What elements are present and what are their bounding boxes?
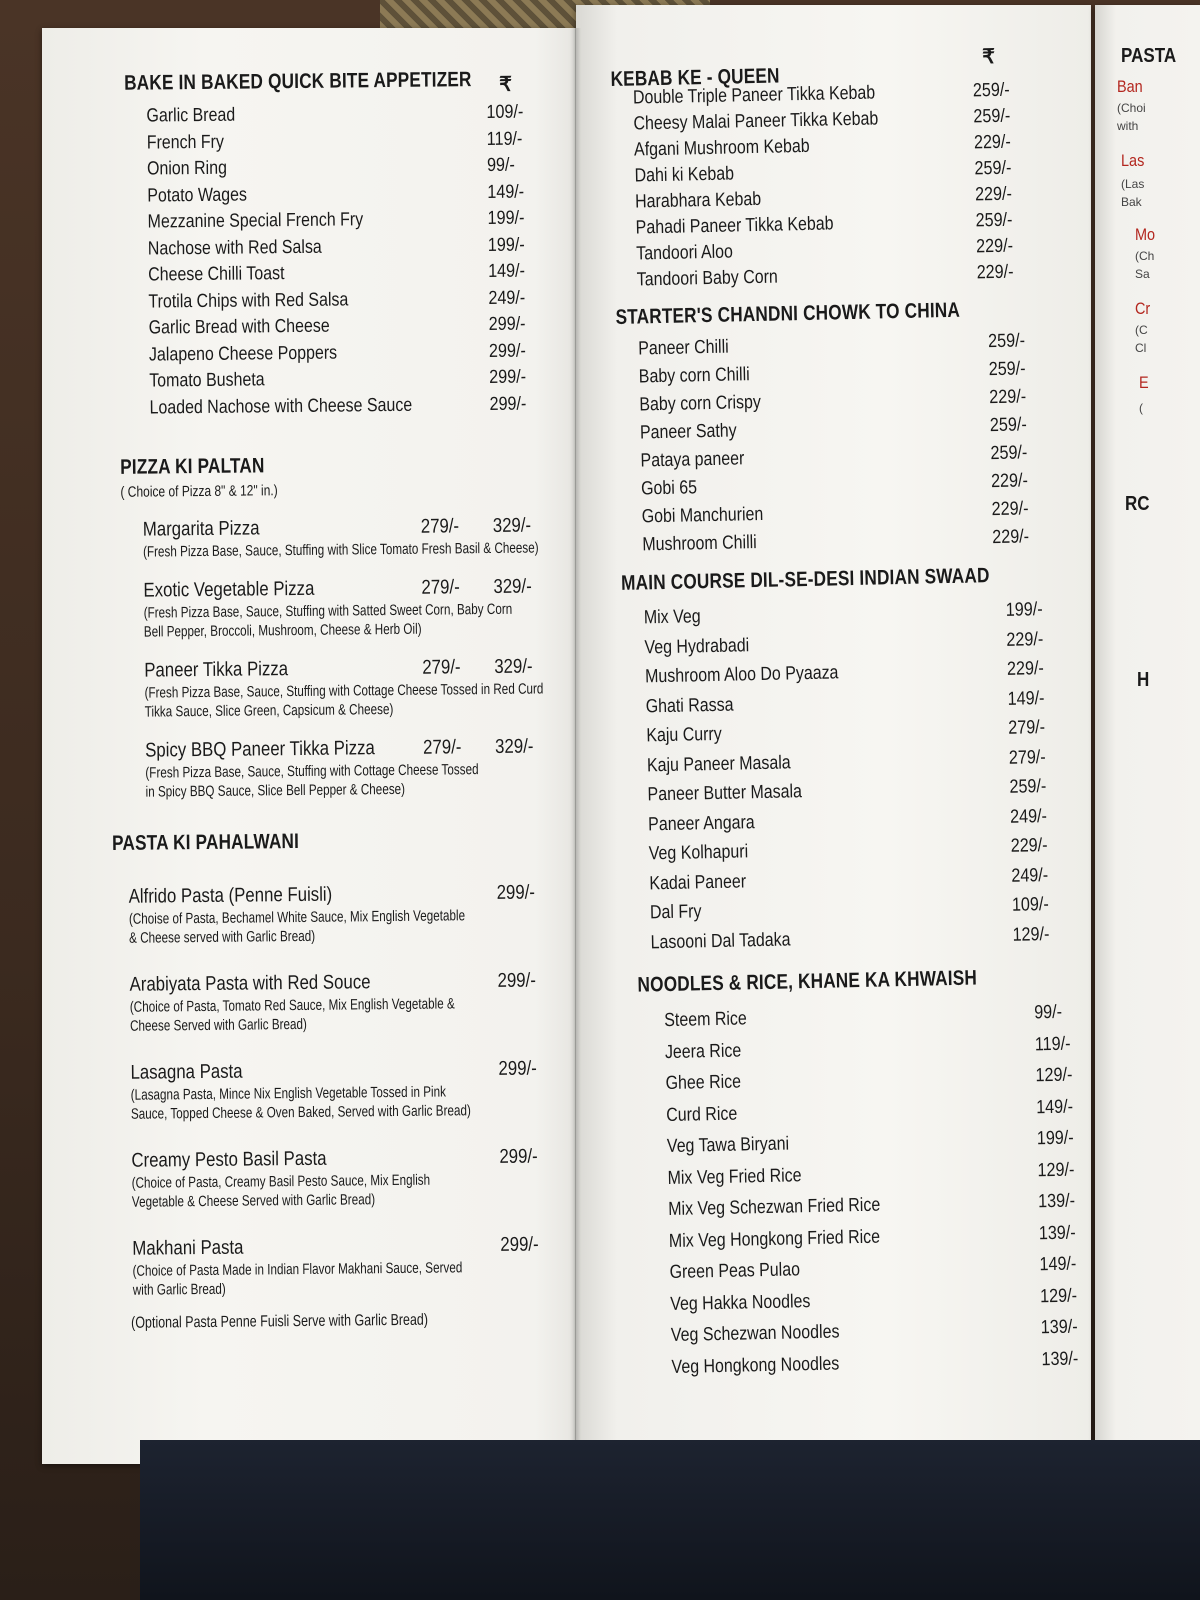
noodles-rice-item-price: 139/- [1041,1347,1079,1370]
kebab-item-name: Tandoori Baby Corn [636,266,779,291]
pasta-item-price: 299/- [498,1057,537,1080]
lap-cloth [140,1440,1200,1600]
section-title-pizza: PIZZA KI PALTAN [120,454,265,479]
noodles-rice-item-name: Veg Hakka Noodles [670,1290,811,1315]
main-course-item-price: 149/- [1007,687,1045,710]
main-course-item-name: Veg Hydrabadi [644,634,750,658]
noodles-rice-item-name: Veg Tawa Biryani [666,1133,790,1158]
starter-list [616,326,1111,560]
kebab-item-price: 229/- [973,131,1012,154]
main-course-item-name: Paneer Butter Masala [647,781,803,806]
pasta-item-name: Lasagna Pasta [130,1060,243,1084]
pasta-item-name: Arabiyata Pasta with Red Souce [129,971,371,996]
far-page-fragment: (C [1135,323,1148,337]
main-course-item-name: Ghati Rassa [645,694,734,717]
noodles-rice-item-name: Veg Hongkong Noodles [671,1352,840,1378]
noodles-rice-item-name: Ghee Rice [665,1071,742,1095]
appetizer-item-price: 119/- [486,128,523,150]
appetizer-item-name: French Fry [146,131,225,154]
starter-item-name: Mushroom Chilli [642,532,757,556]
rupee-icon-right: ₹ [981,45,996,69]
appetizer-item-price: 99/- [486,154,515,176]
kebab-item-name: Tandoori Aloo [636,241,734,265]
noodles-rice-item-price: 199/- [1036,1127,1074,1150]
starter-item-name: Paneer Chilli [638,336,729,360]
appetizer-item-price: 199/- [487,234,525,256]
appetizer-item-name: Garlic Bread [146,104,236,127]
starter-item-price: 229/- [989,386,1027,409]
pizza-item-description: in Spicy BBQ Sauce, Slice Bell Pepper & Cheese) [145,780,406,801]
main-course-item-name: Mushroom Aloo Do Pyaaza [644,662,839,688]
appetizer-item-price: 199/- [487,207,525,229]
pizza-price-large: 329/- [493,575,532,598]
far-page-fragment: Mo [1135,225,1156,244]
pizza-item-description: (Fresh Pizza Base, Sauce, Stuffing with Cottage Cheese Tossed [145,761,479,782]
pasta-item-description: Vegetable & Cheese Served with Garlic Bread) [131,1191,376,1211]
appetizer-item-price: 149/- [488,260,526,282]
appetizer-item-name: Tomato Busheta [149,369,265,392]
pizza-item-description: (Fresh Pizza Base, Sauce, Stuffing with Cottage Cheese Tossed in Red Curd [144,680,544,702]
kebab-item-name: Double Triple Paneer Tikka Kebab [632,82,876,109]
main-course-item-price: 249/- [1011,864,1049,887]
section-title-pasta: PASTA KI PAHALWANI [111,830,300,855]
pasta-item-description: & Cheese served with Garlic Bread) [129,927,316,947]
noodles-rice-item-price: 149/- [1035,1096,1074,1118]
main-course-item-price: 199/- [1005,599,1043,621]
main-course-item-name: Lasooni Dal Tadaka [650,928,791,953]
noodles-rice-item-price: 139/- [1038,1222,1076,1244]
pasta-item [113,879,574,948]
appetizer-item-name: Jalapeno Cheese Poppers [148,342,338,366]
pizza-item-description: (Fresh Pizza Base, Sauce, Stuffing with Satted Sweet Corn, Baby Corn [143,600,513,622]
appetizer-item-name: Onion Ring [146,157,227,180]
kebab-item-name: Afgani Mushroom Kebab [633,135,810,161]
pizza-list [121,512,584,802]
starter-item-name: Gobi 65 [640,477,698,500]
appetizer-item-price: 249/- [488,287,526,309]
main-course-item-price: 229/- [1006,658,1045,680]
noodles-rice-item-price: 139/- [1040,1316,1078,1339]
pizza-price-small: 279/- [422,656,461,679]
main-course-item-price: 229/- [1006,628,1044,651]
kebab-item-price: 229/- [974,183,1013,206]
far-page-fragment: Cr [1135,299,1151,318]
starter-item-name: Baby corn Crispy [639,391,762,416]
far-page-fragment: (Choi [1117,101,1146,115]
pizza-price-small: 279/- [422,736,462,759]
appetizer-item-price: 299/- [488,313,526,335]
pasta-item-name: Alfrido Pasta (Penne Fuisli) [128,883,333,908]
far-page-fragment: RC [1125,493,1150,515]
appetizer-item-price: 299/- [489,393,527,415]
starter-item-price: 259/- [988,358,1026,381]
pizza-item-description: Bell Pepper, Broccoli, Mushroom, Cheese & Herb Oil) [143,620,422,641]
pizza-item [122,653,583,722]
far-page-fragment: (Las [1121,177,1145,191]
pasta-item-description: (Lasagna Pasta, Mince Nix English Vegetable Tossed in Pink [130,1083,447,1104]
pasta-item-name: Creamy Pesto Basil Pasta [131,1147,327,1172]
appetizer-item-name: Potato Wages [147,184,248,207]
starter-item-price: 229/- [990,470,1029,493]
pizza-item [121,573,582,642]
kebab-item-price: 259/- [975,209,1013,232]
pizza-item-name: Paneer Tikka Pizza [144,658,289,682]
pasta-item [113,967,574,1036]
pasta-item-name: Makhani Pasta [132,1236,244,1260]
pizza-price-small: 279/- [420,515,460,538]
pasta-item-description: (Choise of Pasta, Bechamel White Sauce, Mix English Vegetable [128,907,466,928]
kebab-item-name: Dahi ki Kebab [634,163,735,187]
far-page-fragment: Sa [1135,267,1150,281]
starter-item-price: 229/- [991,498,1029,521]
main-course-item-name: Veg Kolhapuri [648,841,749,865]
appetizer-item-name: Trotila Chips with Red Salsa [148,288,349,313]
kebab-item-name: Harabhara Kebab [634,188,762,213]
appetizer-item-name: Garlic Bread with Cheese [148,315,330,339]
appetizer-item-price: 109/- [486,101,524,123]
noodles-rice-item-price: 129/- [1037,1159,1075,1181]
pasta-item-description: Cheese Served with Garlic Bread) [129,1015,307,1035]
rupee-icon: ₹ [499,73,513,96]
pizza-item-name: Margarita Pizza [142,517,260,541]
noodles-rice-item-name: Veg Schezwan Noodles [670,1321,840,1347]
appetizer-list [124,99,587,422]
far-page-fragment: E [1139,373,1149,392]
pasta-item [116,1231,577,1300]
main-course-item-name: Dal Fry [649,901,702,924]
pasta-item-description: with Garlic Bread) [132,1280,226,1299]
noodles-rice-item-price: 149/- [1039,1253,1077,1276]
pasta-item-price: 299/- [496,881,536,904]
pasta-item-price: 299/- [499,1145,538,1168]
appetizer-item-price: 299/- [488,340,526,362]
starter-item-price: 259/- [987,330,1026,353]
pasta-footnote: (Optional Pasta Penne Fuisli Serve with Garlic Bread) [131,1311,429,1332]
starter-item-price: 259/- [989,414,1027,437]
main-course-item-price: 229/- [1010,835,1048,857]
main-course-item-name: Kaju Curry [646,723,722,747]
noodles-rice-item-price: 129/- [1035,1064,1073,1087]
starter-item-price: 229/- [992,526,1030,549]
pasta-item [114,1055,575,1124]
pasta-item [115,1143,576,1212]
pizza-price-large: 329/- [492,514,532,537]
appetizer-item [127,390,587,421]
appetizer-header [124,65,584,104]
starter-item-name: Gobi Manchurien [641,503,764,528]
main-course-item-name: Kaju Paneer Masala [646,751,791,776]
main-course-item-price: 279/- [1008,717,1046,739]
pasta-item-price: 299/- [500,1233,539,1256]
main-course-item-price: 109/- [1011,894,1049,916]
kebab-list [611,76,1105,294]
noodles-rice-item-name: Curd Rice [666,1103,738,1126]
noodles-rice-list [630,996,1128,1384]
noodles-rice-item-name: Mix Veg Hongkong Fried Rice [668,1226,881,1252]
left-column [104,65,577,1333]
noodles-rice-item-price: 129/- [1039,1284,1078,1307]
appetizer-item-price: 149/- [487,181,525,203]
kebab-item-price: 259/- [972,79,1010,102]
pasta-item-description: (Choice of Pasta, Creamy Basil Pesto Sauce, Mix English [131,1171,431,1192]
appetizer-item-price: 299/- [489,366,527,388]
far-page-fragment: with [1117,119,1139,133]
far-page-fragment: Bak [1121,195,1142,209]
pizza-item-name: Exotic Vegetable Pizza [143,577,315,602]
far-page-fragment: H [1137,669,1150,691]
section-title-noodles-rice: NOODLES & RICE, KHANE KA KHWAISH [637,966,978,997]
noodles-rice-item-name: Steem Rice [664,1008,747,1032]
pasta-header [112,827,572,860]
noodles-rice-item-name: Mix Veg Fried Rice [667,1164,802,1189]
right-column [610,42,1128,1384]
pizza-item [123,733,584,802]
kebab-item-name: Cheesy Malai Paneer Tikka Kebab [633,108,879,135]
far-page-fragment: (Ch [1135,249,1155,263]
pizza-size-note: ( Choice of Pizza 8" & 12" in.) [120,482,278,501]
kebab-item-price: 259/- [974,157,1012,180]
noodles-rice-item-name: Mix Veg Schezwan Fried Rice [668,1194,881,1221]
pizza-item [121,512,581,562]
pizza-item-description: (Fresh Pizza Base, Sauce, Stuffing with Slice Tomato Fresh Basil & Cheese) [142,539,539,561]
pizza-item-name: Spicy BBQ Paneer Tikka Pizza [145,737,375,762]
noodles-rice-item-name: Jeera Rice [664,1039,742,1063]
pizza-header [120,451,580,484]
main-course-list [622,594,1119,958]
noodles-rice-item-name: Green Peas Pulao [669,1259,801,1284]
pasta-item-description: (Choice of Pasta Made in Indian Flavor Makhani Sauce, Served [132,1259,463,1280]
starter-item-price: 259/- [990,442,1028,465]
appetizer-item-name: Loaded Nachose with Cheese Sauce [149,394,413,419]
main-course-item-price: 279/- [1008,746,1046,769]
main-course-item-name: Paneer Angara [647,811,755,835]
section-title-starter: STARTER'S CHANDNI CHOWK TO CHINA [615,298,961,329]
appetizer-item-name: Nachose with Red Salsa [147,236,322,260]
main-course-item-price: 129/- [1012,923,1050,946]
kebab-item-price: 229/- [976,261,1014,284]
pasta-item-description: Sauce, Topped Cheese & Oven Baked, Served with Garlic Bread) [130,1102,471,1123]
main-course-item-name: Kadai Paneer [649,870,747,894]
far-heading: PASTA [1121,45,1177,67]
starter-item-name: Pataya paneer [640,448,745,472]
kebab-item-price: 259/- [973,105,1011,128]
pasta-list [113,879,577,1300]
starter-item-name: Baby corn Chilli [638,364,750,388]
noodles-rice-item-price: 139/- [1037,1190,1076,1213]
noodles-rice-item-price: 99/- [1033,1001,1063,1024]
appetizer-item-name: Mezzanine Special French Fry [147,209,364,233]
far-page-fragment: ( [1139,401,1143,415]
main-course-item-price: 259/- [1009,776,1047,798]
kebab-item-price: 229/- [975,235,1014,258]
section-title-kebab: KEBAB KE - QUEEN [610,64,780,91]
section-title-main-course: MAIN COURSE DIL-SE-DESI INDIAN SWAAD [620,564,990,595]
far-page-fragment: Ban [1117,77,1143,96]
pizza-price-small: 279/- [421,576,460,599]
far-page-fragment: Cl [1135,341,1147,355]
pizza-price-large: 329/- [494,655,533,678]
far-page-fragment: Las [1121,151,1145,170]
pizza-item-description: Tikka Sauce, Slice Green, Capsicum & Cheese) [144,701,394,721]
pizza-price-large: 329/- [494,735,534,758]
section-title-appetizer: BAKE IN BAKED QUICK BITE APPETIZER [124,68,472,95]
pasta-item-price: 299/- [497,969,536,992]
starter-item-name: Paneer Sathy [639,420,737,444]
main-course-item-price: 249/- [1009,805,1048,828]
appetizer-item-name: Cheese Chilli Toast [148,263,285,286]
pasta-item-description: (Choice of Pasta, Tomato Red Sauce, Mix English Vegetable & [129,995,455,1016]
noodles-rice-item-price: 119/- [1034,1033,1071,1055]
kebab-item-name: Pahadi Paneer Tikka Kebab [635,213,834,239]
main-course-item-name: Mix Veg [643,606,701,629]
